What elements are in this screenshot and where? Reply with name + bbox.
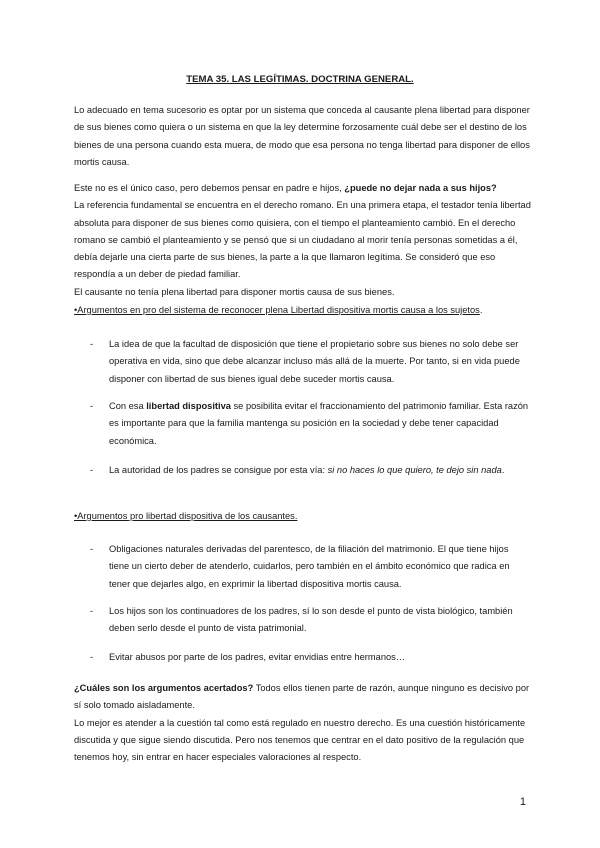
bullet-text: Evitar abusos por parte de los padres, evitar envidias entre hermanos…: [109, 652, 406, 662]
conclusion-paragraph: [74, 680, 534, 766]
bullet-text: Obligaciones naturales derivadas del parentesco, de la filiación del matrimonio. El que tiene hijos tiene un cierto deber de atenderlo, cuidarlos, pero también en el ámbito económico que radica en tener que dejarles algo, en exprimir la libertad dispositiva mortis causa.: [109, 544, 510, 589]
section1-bullet-1: [90, 336, 530, 388]
bullet-text-italic: si no haces lo que quiero, te dejo sin nada: [327, 465, 502, 475]
conclusion-body: Lo mejor es atender a la cuestión tal como está regulado en nuestro derecho. Es una cuestión históricamente discutida y que sigue siendo discutida. Pero nos tenemos que centrar en el dato positivo de la regulación que tenemos hoy, sin entrar en hacer especiales valoraciones al respecto.: [74, 717, 526, 763]
section2-heading: •Argumentos pro libertad dispositiva de los causantes.: [74, 511, 298, 521]
section1-bullet-2: [90, 398, 530, 450]
history-body: La referencia fundamental se encuentra en el derecho romano. En una primera etapa, el testador tenía libertad absoluta para disponer de sus bienes como quisiera, con el tiempo el planteamiento cambió. En el derecho romano se cambió el planteamiento y se pensó que si un ciudadano al morir tenía personas sometidas a él, debía dejarle una cierta parte de sus bienes, la parte a la que llamaron legítima. Se consideró que eso respondía a un deber de piedad familiar.: [74, 200, 531, 280]
section1-heading-end: .: [479, 305, 483, 315]
section2-bullet-1: [90, 541, 530, 593]
bullet-dash: -: [90, 544, 94, 554]
section2-bullet-3: [90, 649, 530, 666]
page-title: TEMA 35. LAS LEGÍTIMAS. DOCTRINA GENERAL.: [186, 74, 414, 85]
bullet-text: [109, 462, 530, 479]
bullet-text: [109, 398, 530, 450]
conclusion-rest: Todos ellos tienen parte de razón, aunque ninguno es decisivo por sí solo tomado aisladamente.: [74, 683, 530, 711]
section1-heading: [74, 305, 482, 315]
section1-heading-text: •Argumentos en pro del sistema de reconocer plena Libertad dispositiva mortis causa a los sujetos: [74, 305, 480, 315]
history-paragraph: [74, 180, 534, 301]
page-number: 1: [519, 796, 526, 808]
bullet-dash: -: [90, 652, 94, 662]
bullet-dash: -: [90, 465, 94, 475]
section2-bullet-2: [90, 603, 530, 638]
bullet-dash: -: [90, 339, 94, 349]
bullet-text-pre: Con esa: [109, 401, 147, 411]
bullet-text: La idea de que la facultad de disposición que tiene el propietario sobre sus bienes no solo debe ser operativa en vida, sino que debe alcanzar incluso más allá de la muerte. Por tanto, si en vida puede disponer con libertad de sus bienes igual debe suceder mortis causa.: [109, 339, 520, 384]
bullet-text-bold: libertad dispositiva: [146, 401, 231, 411]
bullet-text: Los hijos son los continuadores de los padres, sí lo son desde el punto de vista biológico, también deben serlo desde el punto de vista patrimonial.: [109, 606, 513, 634]
bullet-text-post: .: [501, 465, 505, 475]
conclusion-question: ¿Cuáles son los argumentos acertados?: [74, 683, 254, 693]
bullet-dash: -: [90, 606, 94, 616]
bullet-text-post: se posibilita evitar el fraccionamiento del patrimonio familiar. Esta razón es importante para que la familia mantenga su posición en la sociedad y debe tener capacidad económica.: [109, 401, 529, 446]
intro-paragraph: Lo adecuado en tema sucesorio es optar por un sistema que conceda al causante plena libertad para disponer de sus bienes como quiera o un sistema en que la ley determine forzosamente cuál debe ser el destino de los bienes de una persona cuando esta muera, de modo que esa persona no tenga libertad para disponer de ellos mortis causa.: [74, 105, 530, 167]
history-closing: El causante no tenía plena libertad para disponer mortis causa de sus bienes.: [74, 286, 395, 297]
section1-bullet-3: [90, 462, 530, 479]
history-question: ¿puede no dejar nada a sus hijos?: [344, 183, 497, 193]
bullet-dash: -: [90, 401, 94, 411]
history-lead: Este no es el único caso, pero debemos pensar en padre e hijos,: [74, 183, 345, 193]
bullet-text-pre: La autoridad de los padres se consigue por esta vía:: [109, 465, 328, 475]
